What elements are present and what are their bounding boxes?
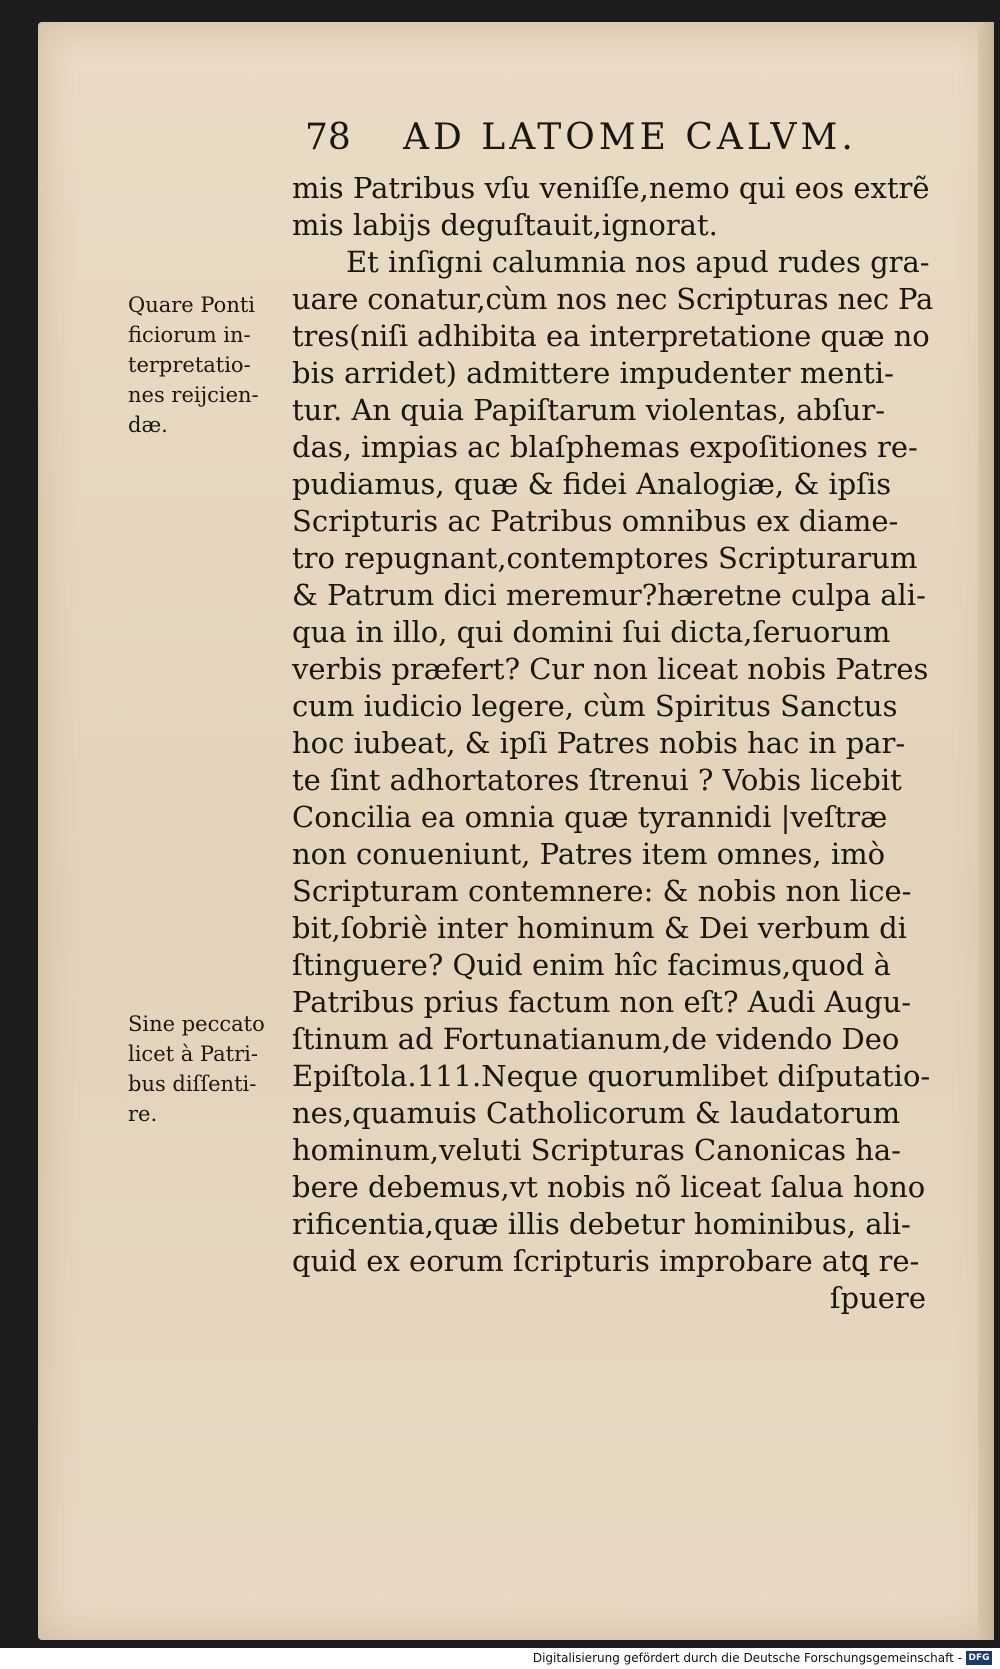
marginal-line: Sine peccato: [128, 1012, 265, 1036]
footer-bar: [0, 1648, 1000, 1669]
text-line: bit,ſobriè inter hominum & Dei verbum di: [292, 911, 907, 945]
text-line: Epiſtola.111.Neque quorumlibet diſputatio-: [292, 1059, 931, 1093]
text-line: non conueniunt, Patres item omnes, imò: [292, 837, 886, 871]
text-line: nes,quamuis Catholicorum & laudatorum: [292, 1096, 901, 1130]
marginal-line: dæ.: [128, 413, 168, 437]
text-line: & Patrum dici meremur?hæretne culpa ali-: [292, 578, 926, 612]
text-line: rificentia,quæ illis debetur hominibus, ali-: [292, 1207, 911, 1241]
text-line: bis arridet) admittere impudenter menti-: [292, 356, 894, 390]
text-line: mis Patribus vſu veniſſe,nemo qui eos extrẽ: [292, 171, 930, 205]
text-line: tres(niſi adhibita ea interpretatione quæ no: [292, 319, 930, 353]
text-line: verbis præfert? Cur non liceat nobis Patres: [292, 652, 929, 686]
running-head: [305, 118, 865, 158]
page-edge: [978, 22, 994, 1640]
text-line: tro repugnant,contemptores Scripturarum: [292, 541, 918, 575]
marginal-note: [128, 1009, 298, 1129]
marginal-line: terpretatio-: [128, 353, 251, 377]
text-line: Et inſigni calumnia nos apud rudes gra-: [346, 245, 930, 279]
marginal-line: Quare Ponti: [128, 293, 256, 317]
running-head-title: AD LATOME CALVM.: [403, 117, 857, 158]
marginal-line: licet à Patri-: [128, 1042, 258, 1066]
text-line: ſtinum ad Fortunatianum,de videndo Deo: [292, 1022, 900, 1056]
text-line: pudiamus, quæ & fidei Analogiæ, & ipſis: [292, 467, 892, 501]
text-line: uare conatur,cùm nos nec Scripturas nec Pa: [292, 282, 934, 316]
text-line: te ſint adhortatores ſtrenui ? Vobis licebit: [292, 763, 902, 797]
dfg-logo: DFG: [966, 1651, 992, 1665]
text-line: bere debemus,vt nobis nõ liceat ſalua hono: [292, 1170, 926, 1204]
marginal-note: [128, 290, 298, 440]
text-line: hoc iubeat, & ipſi Patres nobis hac in par-: [292, 726, 906, 760]
text-line: cum iudicio legere, cùm Spiritus Sanctus: [292, 689, 898, 723]
text-line: ſtinguere? Quid enim hîc facimus,quod à: [292, 948, 891, 982]
text-line: tur. An quia Papiſtarum violentas, abſur-: [292, 393, 885, 427]
text-line: Scripturam contemnere: & nobis non lice-: [292, 874, 912, 908]
text-line: qua in illo, qui domini ſui dicta,ſeruorum: [292, 615, 891, 649]
marginal-line: re.: [128, 1102, 158, 1126]
text-line: mis labijs deguſtauit,ignorat.: [292, 208, 718, 242]
text-line: Scripturis ac Patribus omnibus ex diame-: [292, 504, 899, 538]
catchword: ſpuere: [829, 1281, 926, 1315]
text-line: quid ex eorum ſcripturis improbare atꝗ re-: [292, 1244, 920, 1278]
text-line: hominum,veluti Scripturas Canonicas ha-: [292, 1133, 901, 1167]
body-text: [292, 170, 932, 1317]
funding-credit: Digitalisierung gefördert durch die Deutsche Forschungsgemeinschaft -: [532, 1651, 962, 1665]
page-number: 78: [305, 117, 351, 158]
marginal-line: bus diſſenti-: [128, 1072, 257, 1096]
text-line: Patribus prius factum non eſt? Audi Augu-: [292, 985, 912, 1019]
text-line: das, impias ac blaſphemas expoſitiones re-: [292, 430, 918, 464]
marginal-line: nes reijcien-: [128, 383, 259, 407]
text-line: Concilia ea omnia quæ tyrannidi |veſtræ: [292, 800, 888, 834]
marginal-line: ficiorum in-: [128, 323, 251, 347]
